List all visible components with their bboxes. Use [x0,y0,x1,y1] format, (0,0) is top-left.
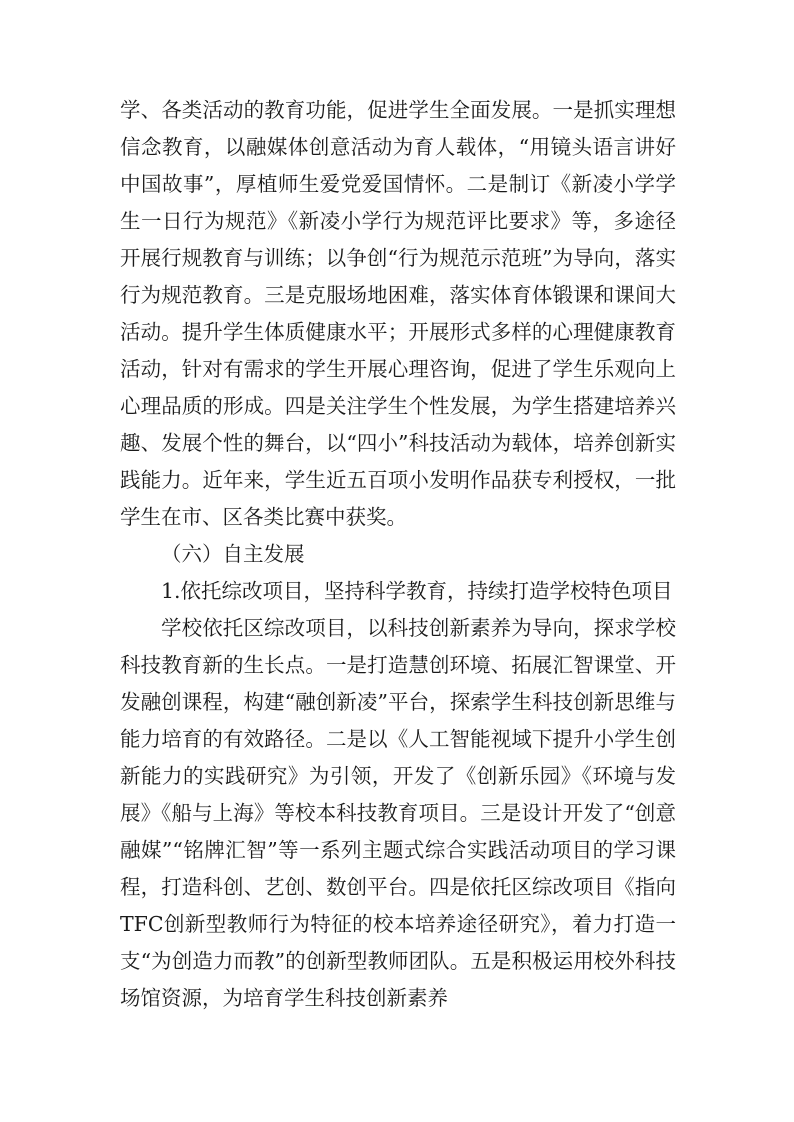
document-body [120,92,676,1017]
section-heading: （六）自主发展 [161,542,305,566]
body-paragraph-continued: 学、各类活动的教育功能，促进学生全面发展。一是抓实理想信念教育，以融媒体创意活动为育人载体，“用镜头语言讲好中国故事”，厚植师生爱党爱国情怀。二是制订《新凌小学学生一日行为规范》《新凌小学行为规范评比要求》等，多途径开展行规教育与训练；以争创“行为规范示范班”为导向，落实行为规范教育。三是克服场地困难，落实体育体锻课和课间大活动。提升学生体质健康水平；开展形式多样的心理健康教育活动，针对有需求的学生开展心理咨询，促进了学生乐观向上心理品质的形成。四是关注学生个性发展，为学生搭建培养兴趣、发展个性的舞台，以“四小”科技活动为载体，培养创新实践能力。近年来，学生近五百项小发明作品获专利授权，一批学生在市、区各类比赛中获奖。 [120,98,676,529]
sub-heading: 1.依托综改项目，坚持科学教育，持续打造学校特色项目 [161,579,673,603]
body-paragraph: 学校依托区综改项目，以科技创新素养为导向，探求学校科技教育新的生长点。一是打造慧创环境、拓展汇智课堂、开发融创课程，构建“融创新凌”平台，探索学生科技创新思维与能力培育的有效路径。二是以《人工智能视域下提升小学生创新能力的实践研究》为引领，开发了《创新乐园》《环境与发展》《船与上海》等校本科技教育项目。三是设计开发了“创意融媒”“铭牌汇智”等一系列主题式综合实践活动项目的学习课程，打造科创、艺创、数创平台。四是依托区综改项目《指向TFC创新型教师行为特征的校本培养途径研究》，着力打造一支“为创造力而教”的创新型教师团队。五是积极运用校外科技场馆资源，为培育学生科技创新素养 [120,616,676,1010]
